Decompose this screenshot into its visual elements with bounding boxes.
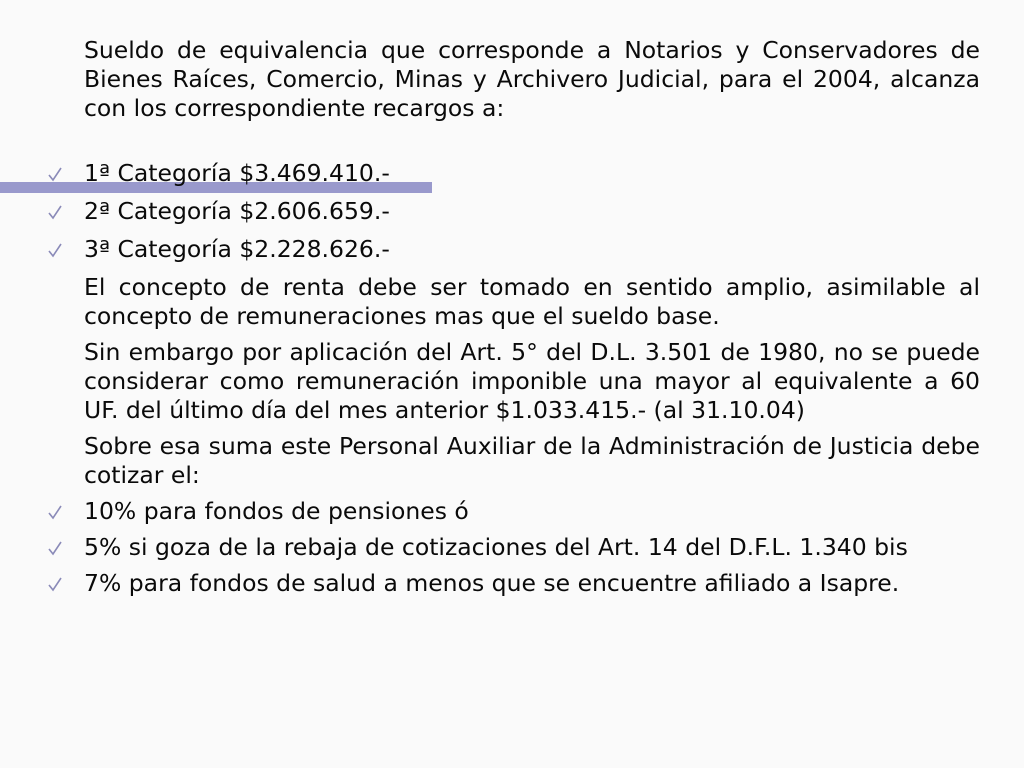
sobre-paragraph: Sobre esa suma este Personal Auxiliar de la Administración de Justicia debe cotizar el: [84, 432, 980, 489]
sin-embargo-paragraph: Sin embargo por aplicación del Art. 5° del D.L. 3.501 de 1980, no se puede considerar como remuneración imponible una mayor al equivalente a 60 UF. del último día del mes anterior $1.033.415.- (al 31.10.04) [84, 338, 980, 424]
category-item-3 [84, 235, 980, 264]
cotizacion-text: 5% si goza de la rebaja de cotizaciones del Art. 14 del D.F.L. 1.340 bis [84, 533, 908, 561]
checkmark-icon [46, 159, 64, 188]
category-item-1 [84, 159, 980, 188]
category-text: 2ª Categoría $2.606.659.- [84, 197, 390, 225]
cotizacion-text: 7% para fondos de salud a menos que se encuentre afiliado a Isapre. [84, 569, 900, 597]
checkmark-icon [46, 569, 64, 598]
checkmark-icon [46, 197, 64, 226]
cotizacion-item-3 [84, 569, 980, 598]
checkmark-icon [46, 497, 64, 526]
cotizacion-item-2 [84, 533, 980, 562]
slide-content [84, 36, 980, 598]
intro-paragraph: Sueldo de equivalencia que corresponde a Notarios y Conservadores de Bienes Raíces, Comercio, Minas y Archivero Judicial, para el 2004, alcanza con los correspondiente recargos a: [84, 36, 980, 122]
category-item-2 [84, 197, 980, 226]
checkmark-icon [46, 533, 64, 562]
category-text: 3ª Categoría $2.228.626.- [84, 235, 390, 263]
category-text: 1ª Categoría $3.469.410.- [84, 159, 390, 187]
renta-paragraph: El concepto de renta debe ser tomado en sentido amplio, asimilable al concepto de remuneraciones mas que el sueldo base. [84, 273, 980, 330]
cotizacion-text: 10% para fondos de pensiones ó [84, 497, 469, 525]
checkmark-icon [46, 235, 64, 264]
cotizacion-item-1 [84, 497, 980, 526]
